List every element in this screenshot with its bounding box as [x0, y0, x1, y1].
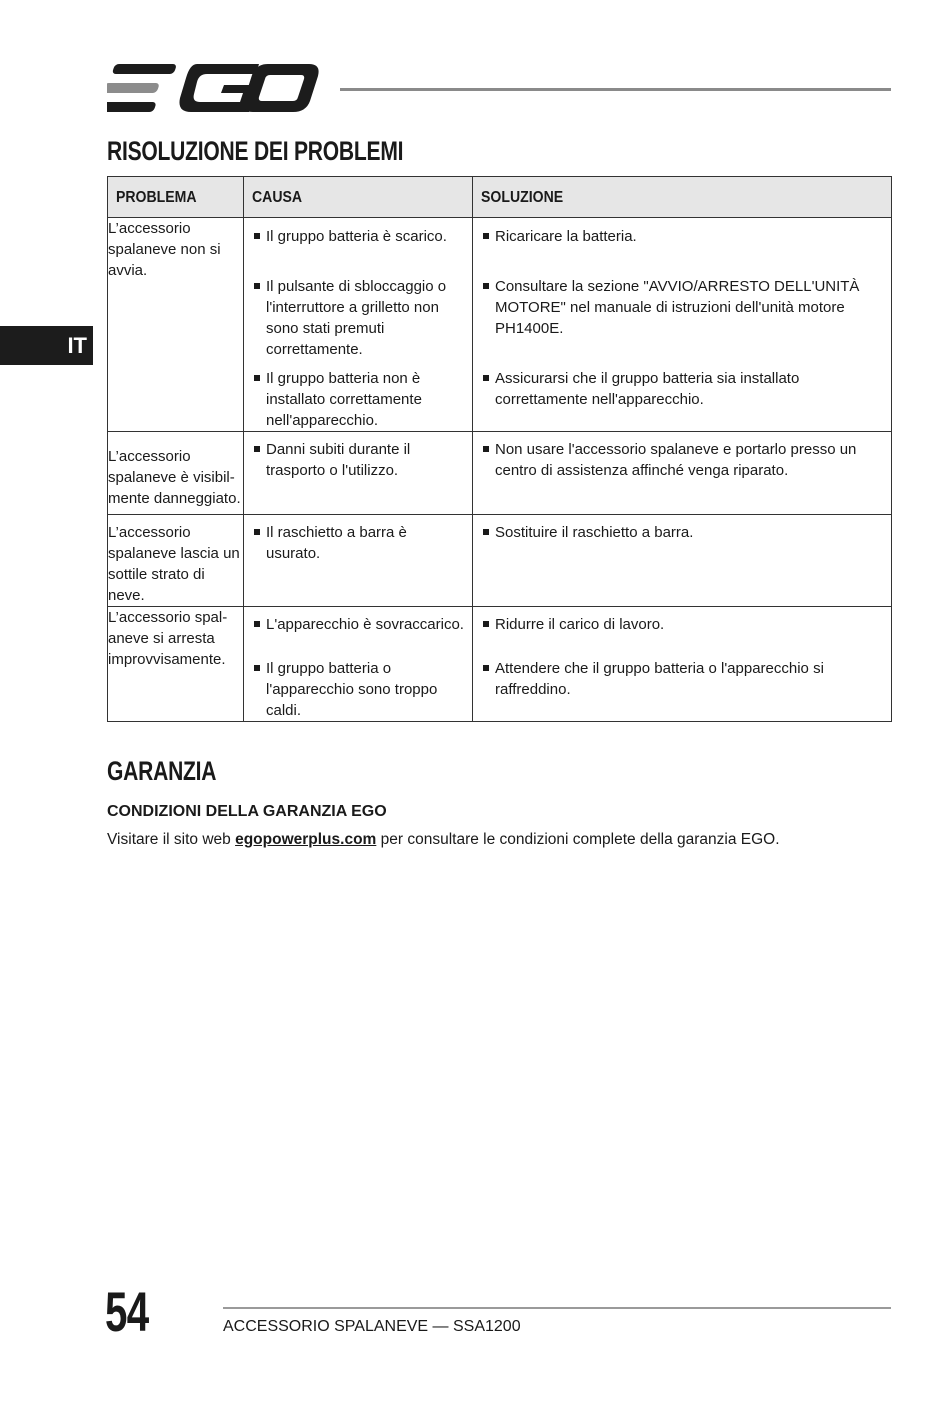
cause-item: Il pulsante di sbloccaggio o l'interruttore a grilletto non sono stati premuti correttamente. [248, 276, 468, 368]
table-row [108, 515, 892, 607]
cause-item: Il gruppo batteria è scarico. [248, 226, 468, 276]
solution-item: Ridurre il carico di lavoro. [477, 614, 887, 658]
column-header-problem: PROBLEMA [108, 177, 244, 218]
warranty-link[interactable]: egopowerplus.com [235, 831, 377, 848]
cause-cell [244, 607, 473, 722]
solution-cell [473, 515, 892, 607]
troubleshooting-title: RISOLUZIONE DEI PROBLEMI [107, 136, 404, 166]
problem-text: L’accessorio spal-aneve si arresta improvvisamente. [108, 609, 228, 668]
troubleshooting-table [107, 176, 892, 722]
problem-cell [108, 218, 244, 432]
cause-item: Il raschietto a barra è usurato. [248, 522, 468, 564]
solution-cell [473, 607, 892, 722]
warranty-text-before: Visitare il sito web [107, 831, 236, 848]
solution-item: Consultare la sezione "AVVIO/ARRESTO DELL'UNITÀ MOTORE" nel manuale di istruzioni dell'unità motore PH1400E. [477, 276, 887, 368]
page-number: 54 [105, 1280, 149, 1343]
cause-cell [244, 218, 473, 432]
table-header-row [108, 177, 892, 218]
warranty-text-after: per consultare le condizioni complete della garanzia EGO. [376, 831, 780, 848]
solution-item: Assicurarsi che il gruppo batteria sia installato correttamente nell'apparecchio. [477, 368, 887, 410]
header-rule [340, 88, 891, 91]
problem-cell [108, 515, 244, 607]
solution-cell [473, 432, 892, 515]
ego-logo [107, 64, 319, 112]
footer-text: ACCESSORIO SPALANEVE — SSA1200 [223, 1318, 521, 1335]
cause-item: Il gruppo batteria non è installato correttamente nell'apparecchio. [248, 368, 468, 431]
language-tab: IT [0, 326, 93, 365]
problem-text: L’accessorio spalaneve non si avvia. [108, 220, 221, 279]
problem-cell [108, 432, 244, 515]
column-header-cause: CAUSA [244, 177, 473, 218]
problem-cell [108, 607, 244, 722]
cause-cell [244, 515, 473, 607]
solution-item: Ricaricare la batteria. [477, 226, 887, 276]
solution-cell [473, 218, 892, 432]
warranty-title: GARANZIA [107, 756, 217, 786]
solution-item: Attendere che il gruppo batteria o l'apparecchio si raffreddino. [477, 658, 887, 700]
warranty-paragraph [107, 831, 780, 849]
cause-item: Danni subiti durante il trasporto o l'utilizzo. [248, 439, 468, 481]
solution-item: Non usare l'accessorio spalaneve e portarlo presso un centro di assistenza affinché venga riparato. [477, 439, 887, 481]
solution-item: Sostituire il raschietto a barra. [477, 522, 887, 543]
column-header-solution: SOLUZIONE [473, 177, 892, 218]
footer-rule [223, 1307, 891, 1309]
cause-cell [244, 432, 473, 515]
problem-text: L’accessorio spalaneve lascia un sottile strato di neve. [108, 524, 240, 604]
warranty-subtitle: CONDIZIONI DELLA GARANZIA EGO [107, 803, 387, 820]
cause-item: Il gruppo batteria o l'apparecchio sono troppo caldi. [248, 658, 468, 721]
table-row [108, 432, 892, 515]
table-row [108, 607, 892, 722]
table-row [108, 218, 892, 432]
cause-item: L'apparecchio è sovraccarico. [248, 614, 468, 658]
problem-text: L’accessorio spalaneve è visibil-mente danneggiato. [108, 448, 241, 507]
